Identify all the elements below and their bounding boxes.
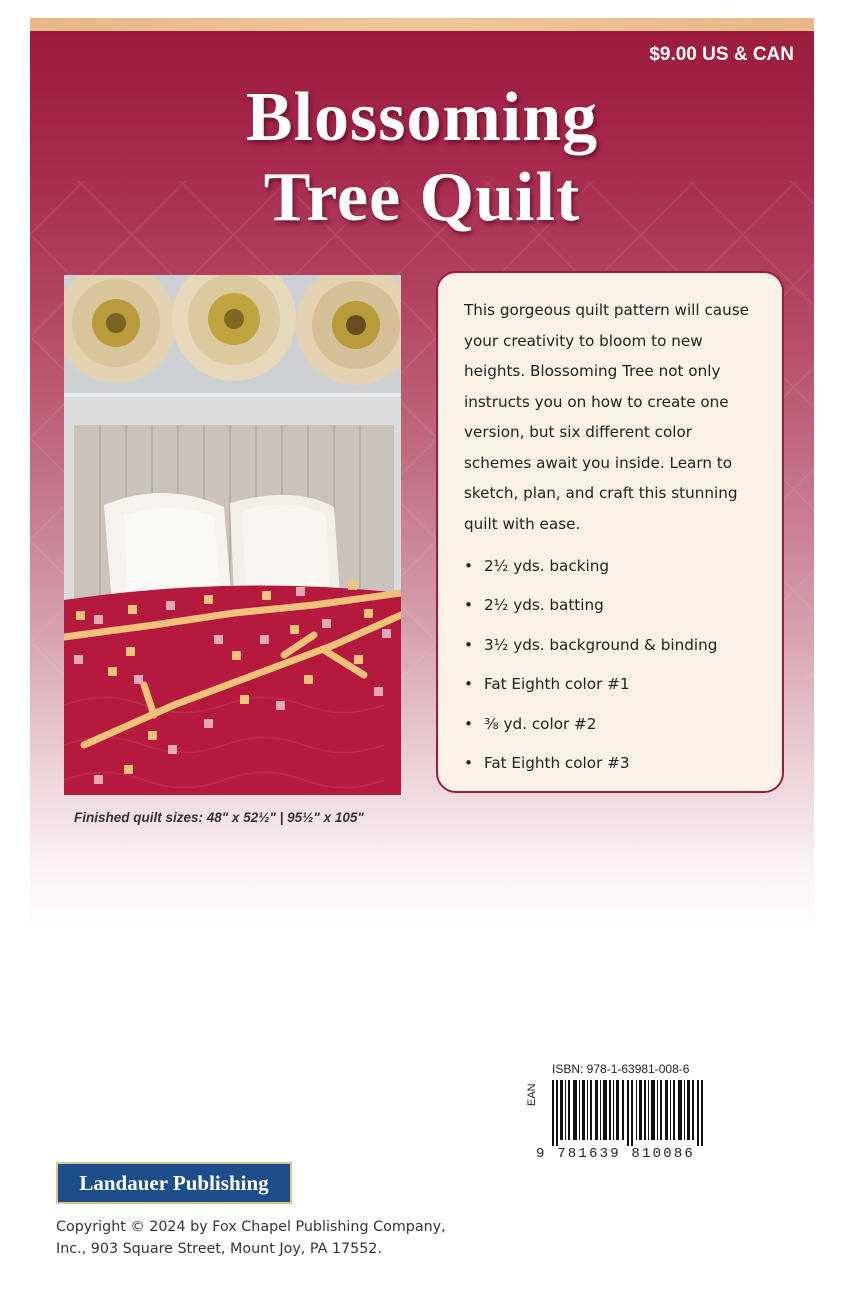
bullet-icon: •: [464, 714, 473, 733]
ean-label: EAN: [526, 1083, 538, 1106]
top-accent-strip: [30, 18, 814, 31]
isbn-barcode-block: [528, 1058, 718, 1170]
materials-item: • ⅜ yd. color #2: [464, 705, 760, 744]
bullet-icon: •: [464, 754, 473, 773]
copyright-notice: Copyright © 2024 by Fox Chapel Publishing Company, Inc., 903 Square Street, Mount Joy, PA 17552.: [56, 1219, 446, 1257]
bullet-icon: •: [464, 557, 473, 575]
materials-item: • Fat Eighth color #1: [464, 665, 760, 704]
bullet-icon: •: [464, 675, 473, 694]
book-title-line-1: Blossoming: [245, 79, 599, 156]
description-text: This gorgeous quilt pattern will cause your creativity to bloom to new heights. Blossoming Tree not only instructs you on how to create one version, but six different color schemes await you inside. Learn to sketch, plan, and craft this stunning quilt with ease.: [464, 301, 749, 533]
barcode-number: 9 781639 810086: [536, 1146, 696, 1162]
quilt-photo: [64, 275, 401, 795]
bullet-icon: •: [464, 635, 473, 654]
description-box: [436, 271, 784, 793]
finished-size-caption: Finished quilt sizes: 48" x 52½" | 95½" x 105": [74, 810, 364, 825]
materials-item: • 3½ yds. background & binding: [464, 626, 760, 665]
materials-list: [464, 547, 760, 783]
price-label: $9.00 US & CAN: [649, 44, 794, 65]
materials-item: • 2½ yds. backing: [464, 547, 760, 586]
publisher-name: Landauer Publishing: [79, 1170, 269, 1195]
barcode-icon: [552, 1080, 712, 1146]
book-title-line-2: Tree Quilt: [263, 159, 581, 236]
isbn-label: ISBN: 978-1-63981-008-6: [552, 1062, 690, 1076]
bullet-icon: •: [464, 596, 473, 615]
book-back-cover: [30, 18, 814, 1282]
materials-item: • Fat Eighth color #3: [464, 744, 760, 783]
publisher-logo: [56, 1162, 292, 1204]
materials-item: • 2½ yds. batting: [464, 586, 760, 625]
